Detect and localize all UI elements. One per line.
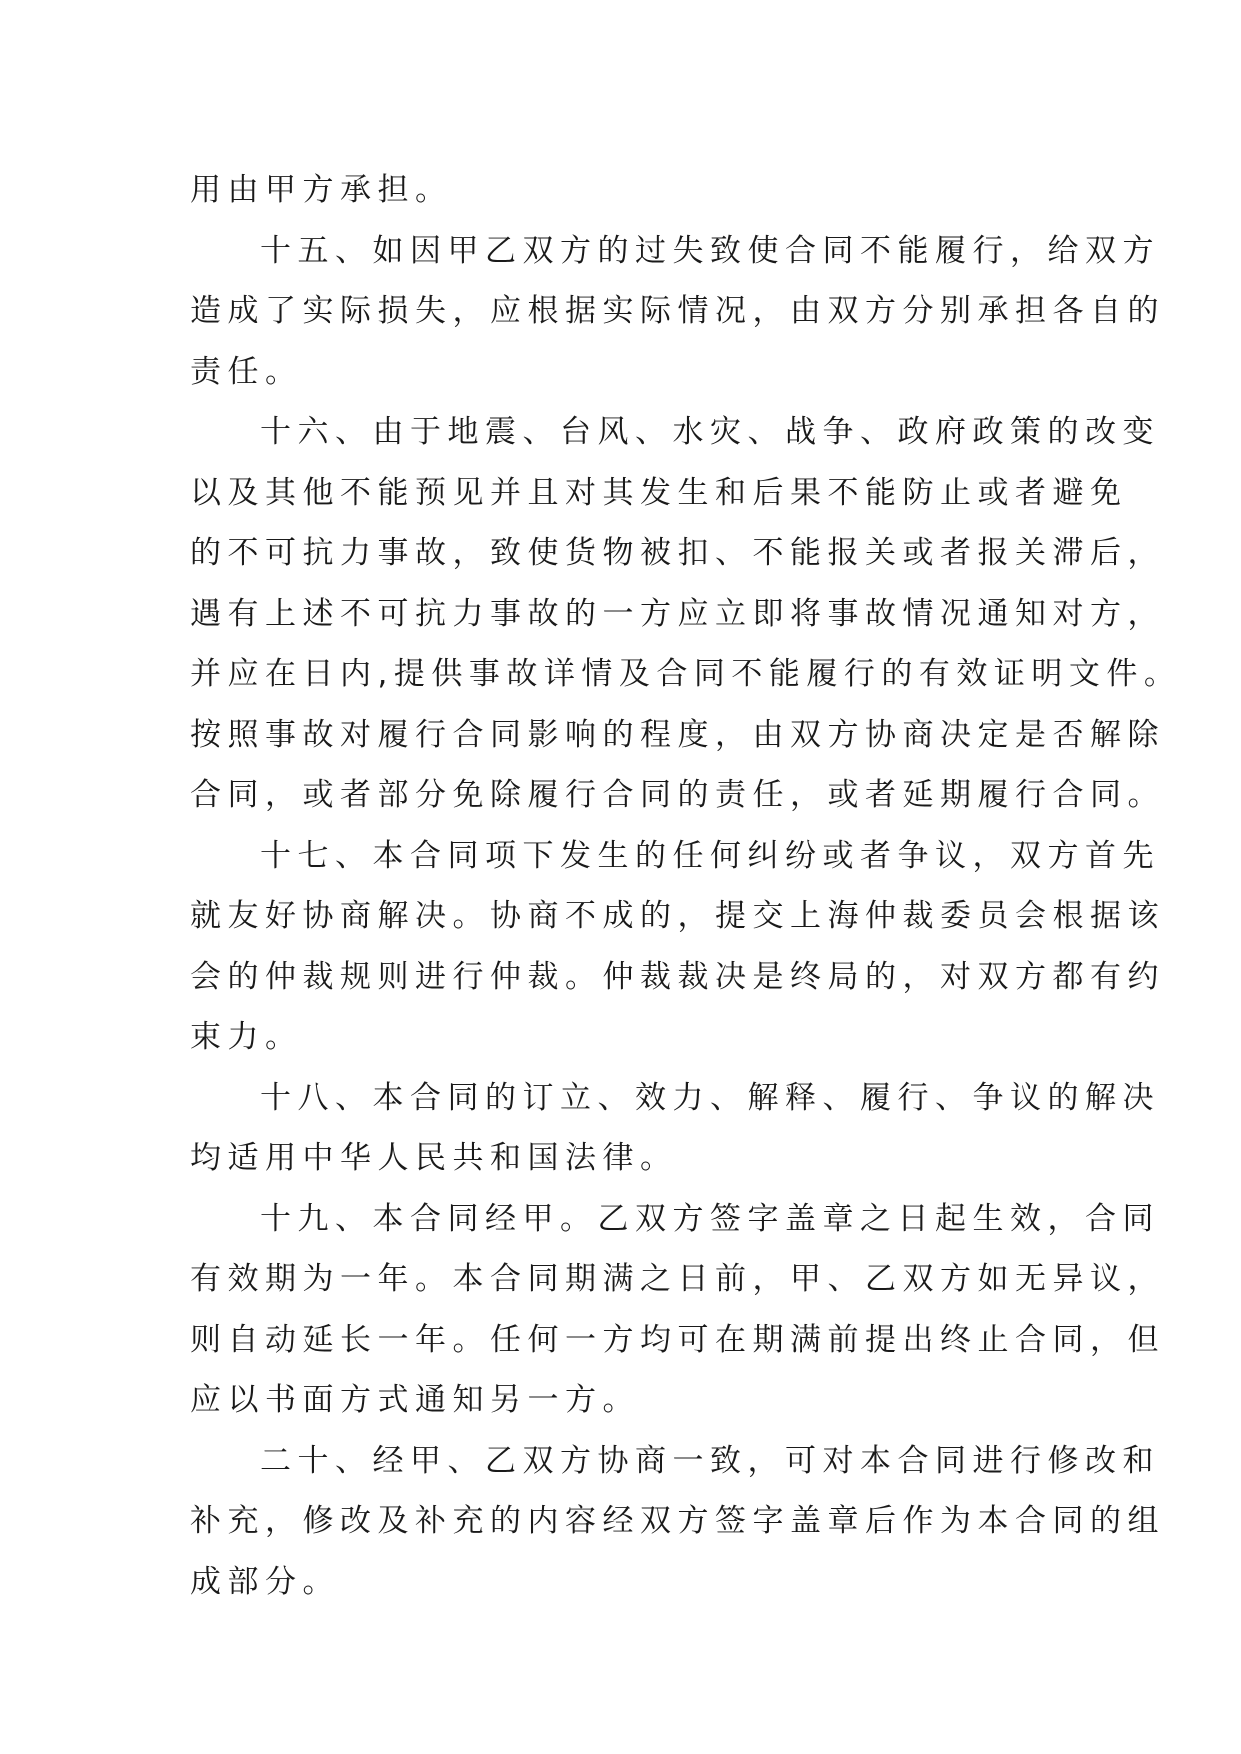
contract-body (190, 160, 1182, 1612)
text-line: 遇有上述不可抗力事故的一方应立即将事故情况通知对方， (190, 595, 1165, 632)
text-line: 就友好协商解决。协商不成的，提交上海仲裁委员会根据该 (190, 898, 1165, 934)
text-line: 按照事故对履行合同影响的程度，由双方协商决定是否解除 (190, 716, 1165, 753)
text-line: 补充，修改及补充的内容经双方签字盖章后作为本合同的组 (190, 1503, 1165, 1539)
text-line: 以及其他不能预见并且对其发生和后果不能防止或者避免 (190, 474, 1128, 511)
text-line: 应以书面方式通知另一方。 (190, 1382, 640, 1418)
text-line: 束力。 (190, 1019, 303, 1055)
clause-19-start: 十九、本合同经甲。乙双方签字盖章之日起生效，合同 (260, 1200, 1160, 1237)
text-line: 则自动延长一年。任何一方均可在期满前提出终止合同，但 (190, 1321, 1165, 1358)
clause-17-start: 十七、本合同项下发生的任何纠纷或者争议，双方首先 (260, 837, 1160, 874)
text-line: 责任。 (190, 353, 303, 390)
text-line: 造成了实际损失，应根据实际情况，由双方分别承担各自的 (190, 293, 1165, 329)
text-line: 合同，或者部分免除履行合同的责任，或者延期履行合同。 (190, 777, 1165, 813)
text-line: 成部分。 (190, 1563, 340, 1600)
text-line: 并应在日内,提供事故详情及合同不能履行的有效证明文件。 (190, 656, 1182, 692)
text-line: 用由甲方承担。 (190, 172, 453, 208)
text-line: 会的仲裁规则进行仲裁。仲裁裁决是终局的，对双方都有约 (190, 958, 1165, 995)
clause-20-start: 二十、经甲、乙双方协商一致，可对本合同进行修改和 (260, 1442, 1160, 1479)
text-line: 均适用中华人民共和国法律。 (190, 1140, 678, 1176)
text-line: 的不可抗力事故，致使货物被扣、不能报关或者报关滞后， (190, 535, 1165, 571)
text-line: 有效期为一年。本合同期满之日前，甲、乙双方如无异议， (190, 1261, 1165, 1297)
clause-18-start: 十八、本合同的订立、效力、解释、履行、争议的解决 (260, 1079, 1160, 1116)
clause-15-start: 十五、如因甲乙双方的过失致使合同不能履行，给双方 (260, 232, 1160, 269)
clause-16-start: 十六、由于地震、台风、水灾、战争、政府政策的改变 (260, 414, 1160, 450)
